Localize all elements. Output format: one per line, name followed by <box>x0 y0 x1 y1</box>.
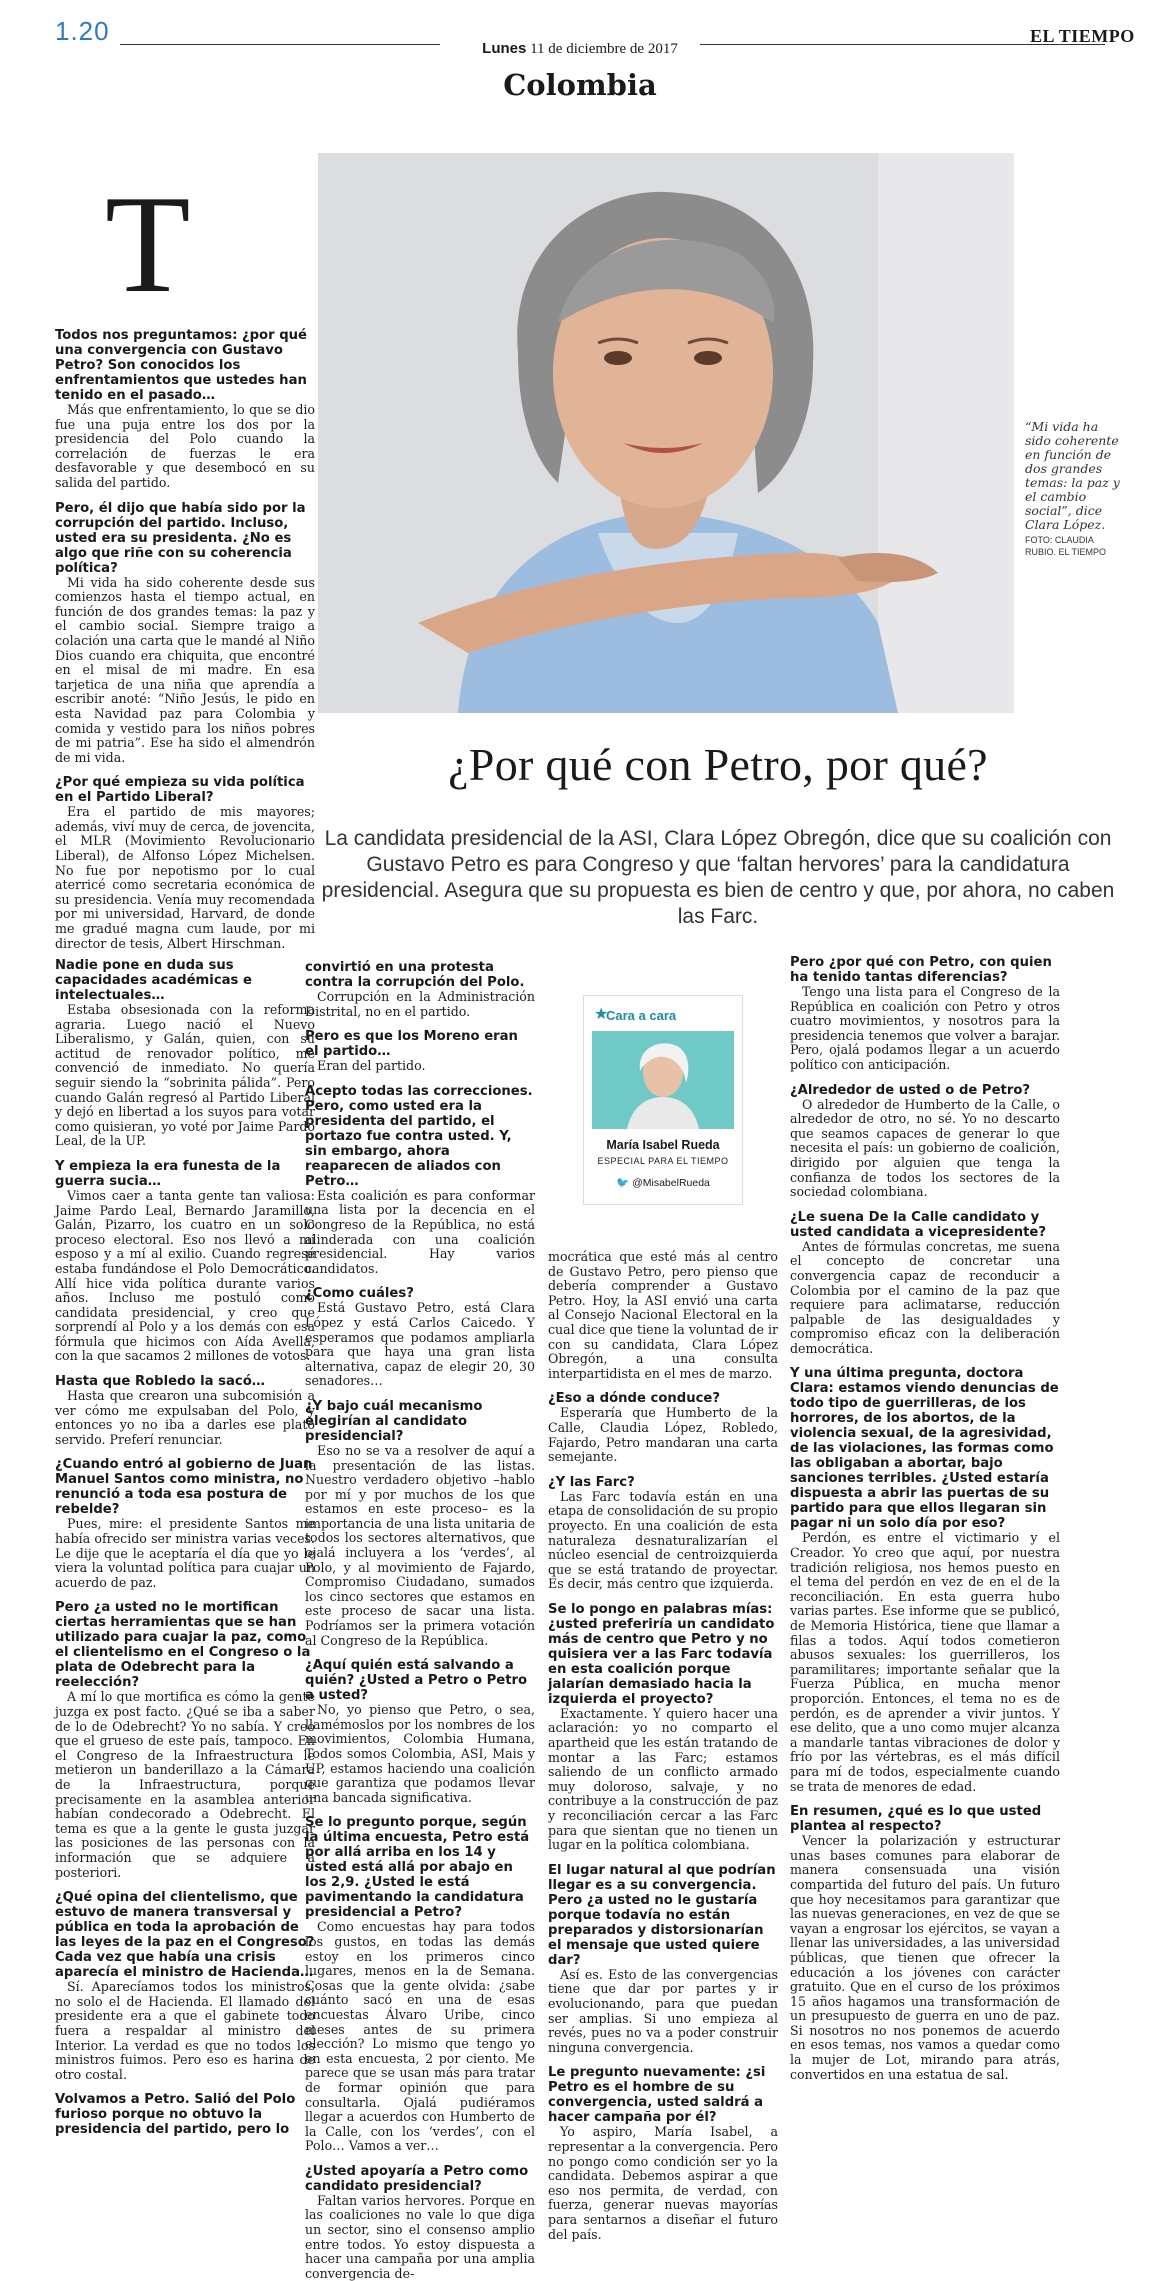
interview-question: ¿Y las Farc? <box>548 1474 635 1490</box>
photo-credit: FOTO: CLAUDIA RUBIO. EL TIEMPO <box>1025 535 1107 557</box>
interview-question: Le pregunto nuevamente: ¿si Petro es el hombre de su convergencia, usted saldrá a hacer campaña por él? <box>548 2065 766 2126</box>
interview-answer: Como encuestas hay para todos los gustos, en todas las demás estoy en los primeros cinco lugares, menos en la de Semana. Cosas que la gente olvida: ¿sabe cuánto sacó en una de esas encuestas Álvaro Uribe, cinco meses antes de su primera elección? Lo mismo que tengo yo en esta encuesta, 2 por ciento. Me parece que se usan más para tratar de formar opinión que para consultarla. Ojalá pudiéramos llegar a acuerdos con Humberto de la Calle, con los ‘verdes’, con el Polo… Vamos a ver… <box>305 1919 535 2154</box>
column-3 <box>548 1250 778 2242</box>
author-role: ESPECIAL PARA EL TIEMPO <box>597 1156 729 1166</box>
interview-question: Pero ¿a usted no le mortifican ciertas herramientas que se han utilizado para cuajar la paz, como el clientelismo en el Congreso o la plata de Odebrecht para la reelección? <box>55 1600 311 1691</box>
interview-question: Pero ¿por qué con Petro, con quien ha tenido tantas diferencias? <box>790 955 1052 985</box>
interview-answer: Tengo una lista para el Congreso de la República en coalición con Petro y otros cuatro movimientos, y nosotros para la presidencia tenemos que volver a barajar. Pero, ojalá podamos llegar a un acuerdo político con anticipación. <box>790 984 1060 1072</box>
interview-answer: Está Gustavo Petro, está Clara López y está Carlos Caicedo. Y esperamos que podamos ampliarla para que haya una gran lista alternativa, capaz de elegir 20, 30 senadores… <box>305 1300 535 1389</box>
interview-answer: Perdón, es entre el victimario y el Creador. Yo creo que aquí, por nuestra tradición religiosa, nos hemos puesto en el tema del perdón en vez de en el de la reconciliación. En esta guerra hubo varias partes. Ese informe que se publicó, de Memoria Histórica, tiene que llamar a filas a todos. Aquí todos cometieron abusos sexuales: los guerrilleros, los paramilitares; importante señalar que la Fuerza Pública, en mucha menor proporción. Entonces, el tema no es de perdón, es de aprender a vivir juntos. Y ese delito, que a uno como mujer alcanza a mandarle tantas vibraciones de dolor y frío por las vértebras, es el más difícil para mí de todos, especialmente cuando se trata de menores de edad. <box>790 1530 1060 1794</box>
interview-question: Se lo pregunto porque, según la última encuesta, Petro está por allá arriba en los 14 y usted está allá por abajo en los 2,9. ¿Usted le está pavimentando la candidatura presidencial a Petro? <box>305 1815 530 1921</box>
interview-question: ¿Cuando entró al gobierno de Juan Manuel Santos como ministra, no renunció a toda esa postura de rebelde? <box>55 1457 313 1518</box>
interview-answer: No, yo pienso que Petro, o sea, llamémoslos por los nombres de los movimientos, Colombia Humana, Todos somos Colombia, ASI, Mais y UP, estamos haciendo una coalición que garantiza que podamos llevar una bancada significativa. <box>305 1702 535 1805</box>
interview-question: ¿Le suena De la Calle candidato y usted candidata a vicepresidente? <box>790 1209 1047 1240</box>
column-1-top <box>55 328 315 951</box>
interview-answer: Esta coalición es para conformar una lista por la decencia en el Congreso de la República, no está alinderada con una coalición presidencial. Hay varios candidatos. <box>305 1187 535 1276</box>
interview-question: Volvamos a Petro. Salió del Polo furioso porque no obtuvo la presidencia del partido, pero lo <box>55 2092 296 2138</box>
interview-question: Hasta que Robledo la sacó… <box>55 1374 265 1390</box>
interview-answer: Faltan varios hervores. Porque en las coaliciones no vale lo que diga un sector, sino el consenso amplio entre todos. Yo estoy dispuesta a hacer una campaña por una amplia convergencia de- <box>305 2192 535 2281</box>
star-icon: ★ <box>594 1006 609 1023</box>
author-name: María Isabel Rueda <box>606 1138 720 1152</box>
interview-question: ¿Aquí quién está salvando a quién? ¿Usted a Petro o Petro a usted? <box>305 1658 528 1704</box>
interview-answer: A mí lo que mortifica es cómo la gente juzga ex post facto. ¿Qué se iba a saber de lo de Odebrecht? Yo no sabía. Y creo que el grueso de este país, tampoco. En el Congreso de la Infraestructura le metieron un banderillazo a la Cámara de la Infraestructura, porque precisamente en la asamblea anterior habían condecorado a Odebrecht. El tema es que a la gente le gusta juzgar las posiciones de las personas con la información que se adquiere a posteriori. <box>55 1689 315 1880</box>
interview-question: convirtió en una protesta contra la corrupción del Polo. <box>305 960 525 990</box>
twitter-icon: 🐦 <box>616 1177 630 1189</box>
interview-question: En resumen, ¿qué es lo que usted plantea al respecto? <box>790 1804 1042 1835</box>
interview-answer: mocrática que esté más al centro de Gustavo Petro, pero pienso que debería comprender a Gustavo Petro. Hoy, la ASI envió una carta al Consejo Nacional Electoral en la cual dice que tiene la voluntad de ir con su candidata, Clara López Obregón, a una consulta interpartidista en el mes de marzo. <box>548 1249 778 1381</box>
interview-question: Y una última pregunta, doctora Clara: estamos viendo denuncias de todo tipo de guerrilleras, de los horrores, de los abortos, de la violencia sexual, de la agresividad, de las violaciones, las formas como las obligaban a abortar, bajo sanciones terribles. ¿Usted estaría dispuesta a abrir las puertas de su partido para que ellos llegaran sin pagar ni un solo día por eso? <box>790 1366 1059 1532</box>
interview-question: Acepto todas las correcciones. Pero, como usted era la presidenta del partido, el portazo fue contra usted. Y, sin embargo, ahora reaparecen de aliados con Petro… <box>305 1083 533 1189</box>
deck: La candidata presidencial de la ASI, Clara López Obregón, dice que su coalición con Gustavo Petro es para Congreso y que ‘faltan hervores’ para la candidatura presidencial. Asegura que su propuesta es bien de centro y que, por ahora, no caben las Farc. <box>321 827 1115 928</box>
interview-answer: O alrededor de Humberto de la Calle, o alrededor de otro, no sé. Yo no descarto que seamos capaces de generar lo que necesita el país: un gobierno de coalición, dirigido por alguien que tenga la confianza de todos los sectores de la sociedad colombiana. <box>790 1096 1060 1200</box>
interview-question: ¿Como cuáles? <box>305 1286 414 1302</box>
section-title: Colombia <box>503 68 657 102</box>
interview-question: Pero, él dijo que había sido por la corrupción del partido. Incluso, usted era su presidenta. ¿No es algo que riñe con su coherencia política? <box>55 500 306 576</box>
author-twitter: 🐦 @MisabelRueda <box>616 1177 710 1189</box>
interview-answer: Pues, mire: el presidente Santos me había ofrecido ser ministra varias veces. Le dije que le aceptaría el día que yo le viera la voluntad política para cuajar un acuerdo de paz. <box>55 1516 315 1590</box>
interview-question: El lugar natural al que podrían llegar es a su convergencia. Pero ¿a usted no le gustaría porque todavía no están preparados y distorsionarían el mensaje que usted quiere dar? <box>548 1862 776 1968</box>
headline: ¿Por qué con Petro, por qué? <box>448 739 988 790</box>
interview-answer: Eran del partido. <box>317 1058 426 1074</box>
interview-answer: Eso no se va a resolver de aquí a la presentación de las listas. Nuestro verdadero objetivo –hablo por mí y por muchos de los que estamos en este proceso– es la importancia de una lista unitaria de todos los sectores alternativos, que ojalá incluyera a los ‘verdes’, al Polo, y al movimiento de Fajardo, Compromiso Ciudadano, sumados los cinco sectores que estamos en este proceso de sacar una lista. Podríamos ser la primera votación al Congreso de la República. <box>305 1442 535 1648</box>
interview-question: ¿Y bajo cuál mecanismo elegirían al candidato presidencial? <box>305 1398 483 1444</box>
column-1-bottom <box>55 958 315 2137</box>
interview-answer: Exactamente. Y quiero hacer una aclaración: yo no comparto el apartheid que les están tratando de montar a las Farc; estamos saliendo de un conflicto armado muy doloroso, salvaje, y no contribuye a la construcción de paz y reconciliación cercar a las Farc para que sientan que no tienen un lugar en la política colombiana. <box>548 1705 778 1853</box>
article-photo <box>318 153 1014 713</box>
issue-date: Lunes 11 de diciembre de 2017 <box>482 40 678 57</box>
header-rule-left <box>120 44 440 45</box>
column-4 <box>790 955 1060 2082</box>
interview-answer: Esperaría que Humberto de la Calle, Claudia López, Robledo, Fajardo, Petro mandaran una carta semejante. <box>548 1405 778 1465</box>
photo-caption: “Mi vida ha sido coherente en función de dos grandes temas: la paz y el cambio social”, dice Clara López. FOTO: CLAUDIA RUBIO. EL TIEMPO <box>1025 419 1120 557</box>
interview-answer: Vimos caer a tanta gente tan valiosa: Jaime Pardo Leal, Bernardo Jaramillo, Galán, Pizarro, los cuatro en un solo proceso electoral. Eso nos llevó a mi esposo y a mí al exilio. Cuando regresé estaba fundándose el Polo Democrático. Allí hice vida política durante varios años. Incluso me postuló como candidata presidencial, y creo que sorprendí al Polo y a los demás con esa fórmula que hicimos con Aída Avella, con la que sacamos 2 millones de votos. <box>55 1187 315 1364</box>
box-tag: Cara a cara <box>606 1008 677 1023</box>
interview-answer: Vencer la polarización y estructurar unas bases comunes para elaborar de manera consensuada una visión compartida del futuro del país. Un futuro que hoy necesitamos para garantizar que las nuevas generaciones, en vez de que se vayan a engrosar los ejércitos, se vayan a llenar las universidades, a las universidad públicas, que tienen que ofrecer la educación a los jóvenes con carácter gratuito. Que en el curso de los próximos 15 años hagamos una transformación de un presupuesto de guerra en uno de paz. Si nosotros no nos ponemos de acuerdo en esos temas, nos vamos a quedar como la mujer de Lot, mirando para atrás, convertidos en una estatua de sal. <box>790 1833 1060 2082</box>
interview-answer: Así es. Esto de las convergencias tiene que dar por partes y ir evolucionando, para que puedan ser amplias. Si uno empieza al revés, pues no va a poder construir ninguna convergencia. <box>548 1966 778 2055</box>
interview-answer: Corrupción en la Administración Distrital, no en el partido. <box>305 989 535 1019</box>
interview-answer: Hasta que crearon una subcomisión a ver cómo me expulsaban del Polo, y entonces yo no iba a darles ese plato servido. Preferí renunciar. <box>55 1388 315 1447</box>
interview-question: Todos nos preguntamos: ¿por qué una convergencia con Gustavo Petro? Son conocidos los enfrentamientos que ustedes han tenido en el pasado… <box>55 328 307 403</box>
author-box <box>583 995 743 1205</box>
interview-answer: Yo aspiro, María Isabel, a representar a la convergencia. Pero no pongo como condición ser yo la candidata. Debemos aspirar a que eso nos permita, de verdad, con fuerza, generar nuevas mayorías para sentarnos a diseñar el futuro del país. <box>548 2124 778 2242</box>
interview-question: ¿Alrededor de usted o de Petro? <box>790 1082 1031 1098</box>
newspaper-logo: EL TIEMPO <box>1030 26 1135 46</box>
interview-answer: Las Farc todavía están en una etapa de consolidación de su propio proyecto. En una coalición de esta naturaleza desnaturalizarían el núcleo esencial de centroizquierda que se está tratando de proyectar. Es decir, más centro que izquierda. <box>548 1488 778 1592</box>
interview-answer: Mi vida ha sido coherente desde sus comienzos hasta el tiempo actual, en función de dos grandes temas: la paz y el cambio social. Siempre traigo a colación una carta que le mandé al Niño Dios cuando era chiquita, que encontré en el misal de mi madre. En esa tarjetica de una niña que aprendía a escribir anoté: “Niño Jesús, le pido en esta Navidad paz para Colombia y comida y vestido para los niños pobres de mi patria”. Ese ha sido el almendrón de mi vida. <box>55 574 315 765</box>
column-2 <box>305 960 535 2281</box>
interview-answer: Más que enfrentamiento, lo que se dio fue una puja entre los dos por la presidencia del Polo cuando la correlación de fuerzas le era desfavorable y que desembocó en su salida del partido. <box>55 402 315 490</box>
interview-question: ¿Usted apoyaría a Petro como candidato presidencial? <box>305 2163 529 2194</box>
page-number: 1.20 <box>55 16 110 46</box>
interview-question: Se lo pongo en palabras mías: ¿usted preferiría un candidato más de centro que Petro y no quisiera ver a las Farc todavía en esta coalición porque jalarían demasiado hacia la izquierda el proyecto? <box>548 1601 775 1707</box>
interview-question: Y empieza la era funesta de la guerra sucia… <box>55 1158 281 1189</box>
drop-cap: T <box>105 167 191 322</box>
interview-question: Nadie pone en duda sus capacidades académicas e intelectuales… <box>55 958 252 1003</box>
author-portrait <box>592 1031 734 1129</box>
interview-question: ¿Qué opina del clientelismo, que estuvo de manera transversal y pública en toda la aprobación de las leyes de la paz en el Congreso? Cada vez que había una crisis aparecía el ministro de Hacienda… <box>55 1890 315 1981</box>
portrait-illustration <box>318 153 1014 713</box>
interview-answer: Era el partido de mis mayores; además, viví muy de cerca, de jovencita, el MLR (Movimiento Revolucionario Liberal), de Alfonso López Michelsen. No fue por nepotismo por lo cual aterricé como secretaria económica de su presidencia. Venía muy recomendada por mi universidad, Harvard, de donde me gradué magna cum laude, por mi director de tesis, Albert Hirschman. <box>55 804 315 951</box>
interview-answer: Estaba obsesionada con la reforma agraria. Luego nació el Nuevo Liberalismo, y Galán, quien, con su actitud de renovador político, me convenció de inmediato. No quería seguir siendo la “sobrinita pálida”. Pero cuando Galán regresó al Partido Liberal y dejó en libertad a los suyos para votar como quisieran, yo voté por Jaime Pardo Leal, de la UP. <box>55 1002 315 1149</box>
interview-question: ¿Por qué empieza su vida política en el Partido Liberal? <box>55 775 305 806</box>
interview-question: Pero es que los Moreno eran el partido… <box>305 1029 518 1060</box>
interview-question: ¿Eso a dónde conduce? <box>548 1391 721 1407</box>
interview-answer: Antes de fórmulas concretas, me suena el concepto de concretar una convergencia capaz de reconducir a Colombia por el camino de la paz que requiere para aclimatarse, reducción palpable de las desigualdades y compromiso eficaz con la deliberación democrática. <box>790 1238 1060 1356</box>
interview-answer: Sí. Aparecíamos todos los ministros, no solo el de Hacienda. El llamado del presidente era a que el gabinete todo fuera a respaldar al ministro del Interior. La verdad es que no todos los ministros fuimos. Pero eso es harina de otro costal. <box>55 1979 315 2082</box>
